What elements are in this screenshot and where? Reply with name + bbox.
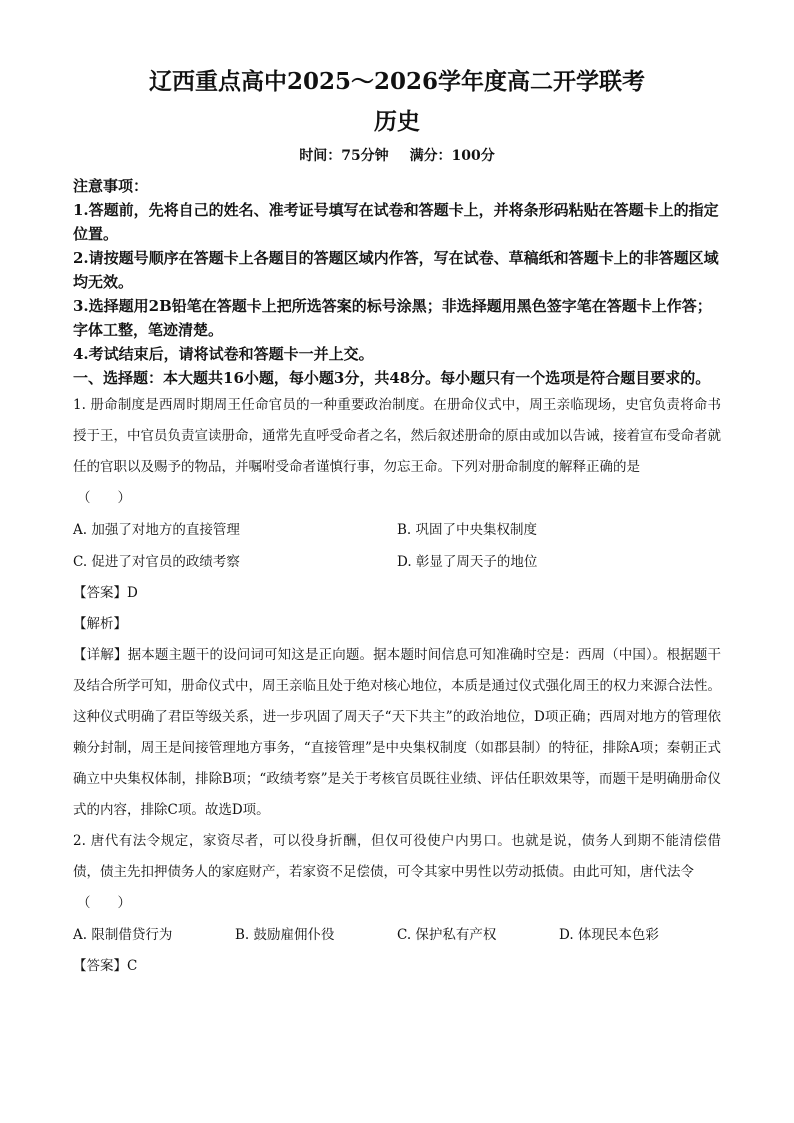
- question-1-options-row-2: [73, 546, 721, 578]
- question-2-options-row: [73, 919, 721, 951]
- question-2-option-c: C. 保护私有产权: [397, 927, 497, 943]
- question-1-option-b: B. 巩固了中央集权制度: [397, 522, 538, 538]
- answer-tag: 【答案】: [73, 958, 127, 974]
- subject-title: 历史: [374, 108, 420, 135]
- detail-text: 据本题主题干的设问词可知这是正向题。据本题时间信息可知准确时空是：西周（中国）。根据题干及结合所学可知，册命仪式中，周王亲临且处于绝对核心地位，本质是通过仪式强化周王的权力来源合法性。这种仪式明确了君臣等级关系，进一步巩固了周天子“天下共主”的政治地位，D项正确；西周对地方的管理依赖分封制，周王是间接管理地方事务，“直接管理”是中央集权制度（如郡县制）的特征，排除A项；秦朝正式确立中央集权体制，排除B项；“政绩考察”是关于考核官员既往业绩、评估任职效果等，而题干是明确册命仪式的内容，排除C项。故选D项。: [73, 647, 722, 818]
- note-item-1: 1.答题前，先将自己的姓名、准考证号填写在试卷和答题卡上，并将条形码粘贴在答题卡上的指定位置。: [73, 201, 719, 243]
- detail-tag: 【详解】: [73, 647, 128, 663]
- exam-meta: [73, 144, 721, 168]
- question-2-option-d: D. 体现民本色彩: [559, 927, 659, 943]
- note-item-4: 4.考试结束后，请将试卷和答题卡一并上交。: [73, 345, 374, 363]
- question-2-option-a: A. 限制借贷行为: [73, 927, 173, 943]
- note-item-3: 3.选择题用2B铅笔在答题卡上把所选答案的标号涂黑；非选择题用黑色签字笔在答题卡上作答；字体工整，笔迹清楚。: [73, 297, 712, 339]
- exam-time: 时间：75分钟: [299, 148, 389, 164]
- note-item-2: 2.请按题号顺序在答题卡上各题目的答题区域内作答，写在试卷、草稿纸和答题卡上的非答题区域均无效。: [73, 249, 719, 291]
- question-2-blank: （ ）: [77, 895, 131, 911]
- answer-value: C: [127, 958, 138, 974]
- question-2-option-b: B. 鼓励雇佣仆役: [235, 927, 335, 943]
- question-1-stem: 1. 册命制度是西周时期周王任命官员的一种重要政治制度。在册命仪式中，周王亲临现场，史官负责将命书授于王，中官员负责宣读册命，通常先直呼受命者之名，然后叙述册命的原由或加以告诫，接着宣布受命者就任的官职以及赐予的物品，并嘱咐受命者谨慎行事，勿忘王命。下列对册命制度的解释正确的是: [73, 397, 721, 475]
- exam-page: [73, 62, 721, 982]
- question-2-answer: [73, 951, 721, 982]
- question-1-option-d: D. 彰显了周天子的地位: [397, 554, 538, 570]
- question-2-stem: 2. 唐代有法令规定，家资尽者，可以役身折酬，但仅可役使户内男口。也就是说，债务人到期不能清偿借债，债主先扣押债务人的家庭财产，若家资不足偿债，可令其家中男性以劳动抵债。由此可知，唐代法令: [73, 833, 721, 880]
- question-1-option-c: C. 促进了对官员的政绩考察: [73, 554, 240, 570]
- question-1-blank: （ ）: [77, 490, 131, 506]
- answer-value: D: [127, 585, 138, 601]
- exam-title: 辽西重点高中2025～2026学年度高二开学联考: [148, 68, 646, 95]
- question-1-analysis-tag: 【解析】: [73, 616, 127, 632]
- notes-heading: 注意事项：: [73, 177, 149, 195]
- question-1-option-a: A. 加强了对地方的直接管理: [73, 522, 240, 538]
- question-1-detail: [73, 640, 721, 826]
- exam-score: 满分：100分: [409, 148, 495, 164]
- section-heading: 一、选择题：本大题共16小题，每小题3分，共48分。每小题只有一个选项是符合题目要求的。: [73, 369, 711, 387]
- question-1-options-row-1: [73, 514, 721, 546]
- question-1-answer: [73, 578, 721, 609]
- answer-tag: 【答案】: [73, 585, 127, 601]
